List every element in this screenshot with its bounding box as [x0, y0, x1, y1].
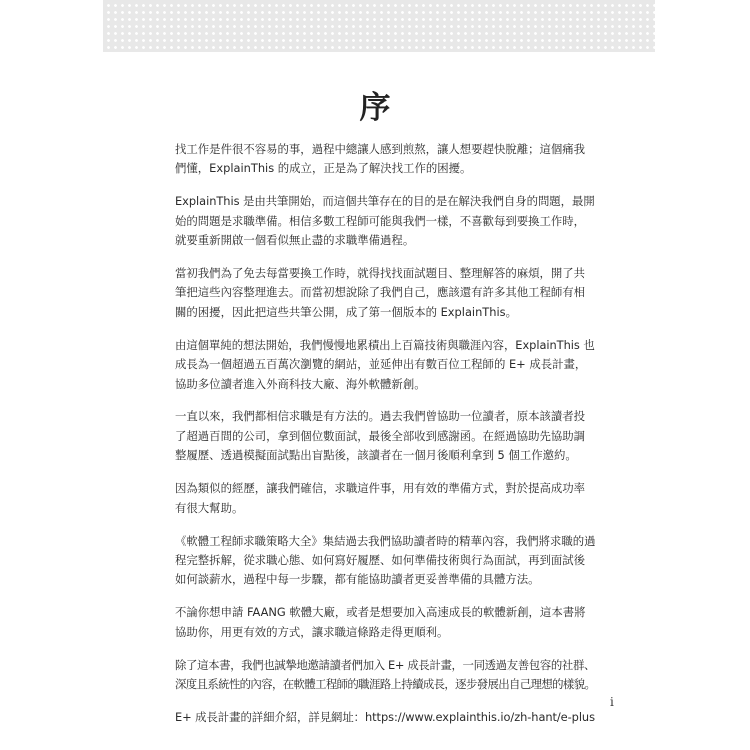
text-line: 除了這本書，我們也誠摯地邀請讀者們加入 E+ 成長計畫，一同透過友善包容的社群、	[175, 657, 596, 672]
text-line: 筆把這些內容整理進去。而當初想說除了我們自己，應該還有許多其他工程師有相	[175, 285, 586, 300]
text-line: 有很大幫助。	[175, 500, 244, 515]
text-line: 因為類似的經歷，讓我們確信，求職這件事，用有效的準備方式，對於提高成功率	[175, 481, 586, 496]
decorative-dot-pattern-band	[103, 0, 655, 52]
text-line: 關的困擾，因此把這些共筆公開，成了第一個版本的 ExplainThis。	[175, 304, 517, 319]
paragraph-6	[175, 479, 595, 518]
text-line: 深度且系統性的內容，在軟體工程師的職涯路上持續成長，逐步發展出自己理想的樣貌。	[175, 676, 596, 691]
paragraph-7	[175, 532, 595, 590]
paragraph-3	[175, 264, 595, 322]
url-line: E+ 成長計畫的詳細介紹，詳見網址：https://www.explainthis.io/zh-hant/e-plus	[175, 709, 595, 724]
text-line: 們懂，ExplainThis 的成立，正是為了解決找工作的困擾。	[175, 161, 472, 176]
paragraph-8	[175, 603, 595, 642]
text-line: 整履歷、透過模擬面試點出盲點後，該讀者在一個月後順利拿到 5 個工作邀約。	[175, 448, 577, 463]
text-line: 當初我們為了免去每當要換工作時，就得找找面試題目、整理解答的麻煩，開了共	[175, 266, 586, 281]
text-line: 協助你，用更有效的方式，讓求職這條路走得更順利。	[175, 624, 449, 639]
page-number: i	[610, 695, 614, 709]
text-line: 找工作是件很不容易的事，過程中總讓人感到煎熬，讓人想要趕快脫離；這個痛我	[175, 142, 586, 156]
paragraph-9	[175, 656, 595, 695]
text-line: 始的問題是求職準備。相信多數工程師可能與我們一樣，不喜歡每到要換工作時，	[175, 213, 586, 228]
text-line: 了超過百間的公司，拿到個位數面試，最後全部收到感謝函。在經過協助先協助調	[175, 428, 586, 443]
text-line: 一直以來，我們都相信求職是有方法的。過去我們曾協助一位讀者，原本該讀者投	[175, 409, 586, 424]
text-line: 如何談薪水，過程中每一步驟，都有能協助讀者更妥善準備的具體方法。	[175, 572, 540, 587]
text-line: 程完整拆解，從求職心態、如何寫好履歷、如何準備技術與行為面試，再到面試後	[175, 552, 586, 567]
text-line: ExplainThis 是由共筆開始，而這個共筆存在的目的是在解決我們自身的問題，最開	[175, 194, 595, 209]
page-title: 序	[359, 90, 391, 126]
text-line: 協助多位讀者進入外商科技大廠、海外軟體新創。	[175, 376, 426, 391]
paragraph-5	[175, 407, 595, 465]
text-line: 由這個單純的想法開始，我們慢慢地累積出上百篇技術與職涯內容，ExplainThis 也	[175, 337, 595, 352]
paragraph-4	[175, 336, 595, 394]
text-line: 不論你想申請 FAANG 軟體大廠，或者是想要加入高速成長的軟體新創，這本書將	[175, 605, 586, 620]
paragraph-2	[175, 192, 595, 250]
text-line: 成長為一個超過五百萬次瀏覽的網站，並延伸出有數百位工程師的 E+ 成長計畫，	[175, 357, 587, 372]
text-line: 《軟體工程師求職策略大全》集結過去我們協助讀者時的精華內容，我們將求職的過	[175, 533, 596, 548]
paragraph-10	[175, 708, 595, 727]
paragraph-1	[175, 140, 595, 179]
text-line: 就要重新開啟一個看似無止盡的求職準備過程。	[175, 233, 415, 248]
preface-body	[175, 140, 595, 741]
